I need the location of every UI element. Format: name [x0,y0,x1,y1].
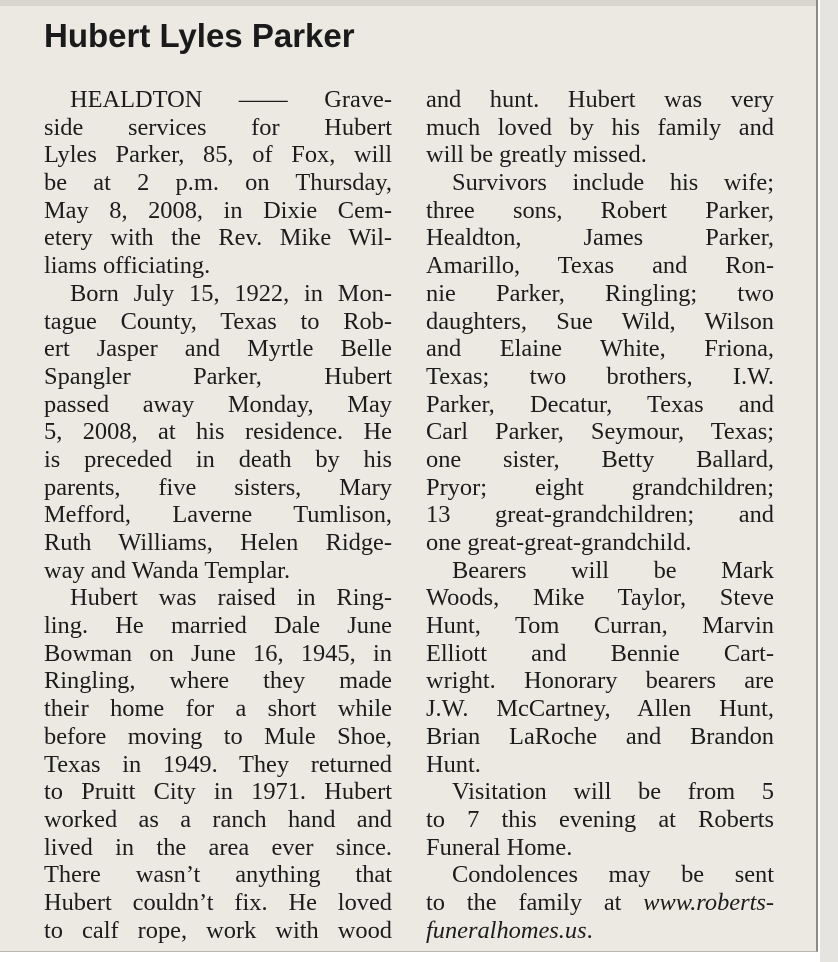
text-line: and Elaine White, Friona, [426,335,774,363]
text-line: Lyles Parker, 85, of Fox, will [44,141,392,169]
text-line: tague County, Texas to Rob- [44,307,392,335]
text-line: Brian LaRoche and Brandon [426,722,774,750]
text-line: way and Wanda Templar. [44,556,291,584]
text-line: ert Jasper and Myrtle Belle [44,335,392,363]
text-line: be at 2 p.m. on Thursday, [44,169,392,197]
text-line: Condolences may be sent [452,861,774,889]
text-line: Hunt, Tom Curran, Marvin [426,612,774,640]
text-line: wright. Honorary bearers are [426,667,774,695]
text-line: Mefford, Laverne Tumlison, [44,501,392,529]
text-line: to the family at www.roberts- [426,888,774,916]
text-line: and hunt. Hubert was very [426,86,774,113]
text-line: before moving to Mule Shoe, [44,722,392,750]
text-line: is preceded in death by his [44,445,392,473]
text-line: three sons, Robert Parker, [426,196,774,224]
text-line: Healdton, James Parker, [426,224,774,252]
text-line: Hubert was raised in Ring- [70,584,392,612]
text-line: to calf rope, work with wood [44,916,392,944]
text-line: Elliott and Bennie Cart- [426,639,774,667]
text-line: 5, 2008, at his residence. He [44,418,392,446]
right-text-column [426,86,774,944]
text-line: Spangler Parker, Hubert [44,362,392,390]
text-line: lived in the area ever since. [44,833,392,861]
text-line: Amarillo, Texas and Ron- [426,252,774,280]
text-line: Hubert couldn’t fix. He loved [44,888,392,916]
text-line: worked as a ranch hand and [44,805,392,833]
torn-top-edge [0,0,818,6]
text-line: HEALDTON —— Grave- [70,86,392,113]
text-line: one sister, Betty Ballard, [426,445,774,473]
text-line: Ruth Williams, Helen Ridge- [44,529,392,556]
background-strip [820,0,838,962]
text-line: J.W. McCartney, Allen Hunt, [426,695,774,723]
text-line: liams officiating. [44,252,211,280]
text-line: Woods, Mike Taylor, Steve [426,584,774,612]
text-line: Born July 15, 1922, in Mon- [70,279,392,307]
text-line: Pryor; eight grandchildren; [426,473,774,501]
text-line: 13 great-grandchildren; and [426,501,774,529]
website-url: funeralhomes.us [426,916,587,944]
text-line: will be greatly missed. [426,141,647,169]
text-line: Bowman on June 16, 1945, in [44,639,392,667]
text-line: funeralhomes.us. [426,916,593,944]
text-line: There wasn’t anything that [44,861,392,889]
text-line: Texas in 1949. They returned [44,750,392,778]
text-line: parents, five sisters, Mary [44,473,392,501]
text-line: etery with the Rev. Mike Wil- [44,224,392,252]
text-line: Carl Parker, Seymour, Texas; [426,418,774,446]
text-line: Texas; two brothers, I.W. [426,362,774,390]
text-line: Bearers will be Mark [452,556,774,584]
text-line: Ringling, where they made [44,667,392,695]
text-line: ling. He married Dale June [44,612,392,640]
text-line: Visitation will be from 5 [452,778,774,806]
text-line: their home for a short while [44,695,392,723]
text-line: Parker, Decatur, Texas and [426,390,774,418]
text-line: Hunt. [426,750,481,778]
text-line: one great-great-grandchild. [426,529,692,556]
text-line: side services for Hubert [44,113,392,141]
text-line: Funeral Home. [426,833,573,861]
obituary-headline: Hubert Lyles Parker [44,17,355,54]
text-line: passed away Monday, May [44,390,392,418]
text-line: May 8, 2008, in Dixie Cem- [44,196,392,224]
left-text-column [44,86,392,944]
text-line: to 7 this evening at Roberts [426,805,774,833]
text-line: Survivors include his wife; [452,169,774,197]
text-line: much loved by his family and [426,113,774,141]
website-url: www.roberts- [643,888,774,916]
text-line: to Pruitt City in 1971. Hubert [44,778,392,806]
text-line: daughters, Sue Wild, Wilson [426,307,774,335]
text-line: nie Parker, Ringling; two [426,279,774,307]
